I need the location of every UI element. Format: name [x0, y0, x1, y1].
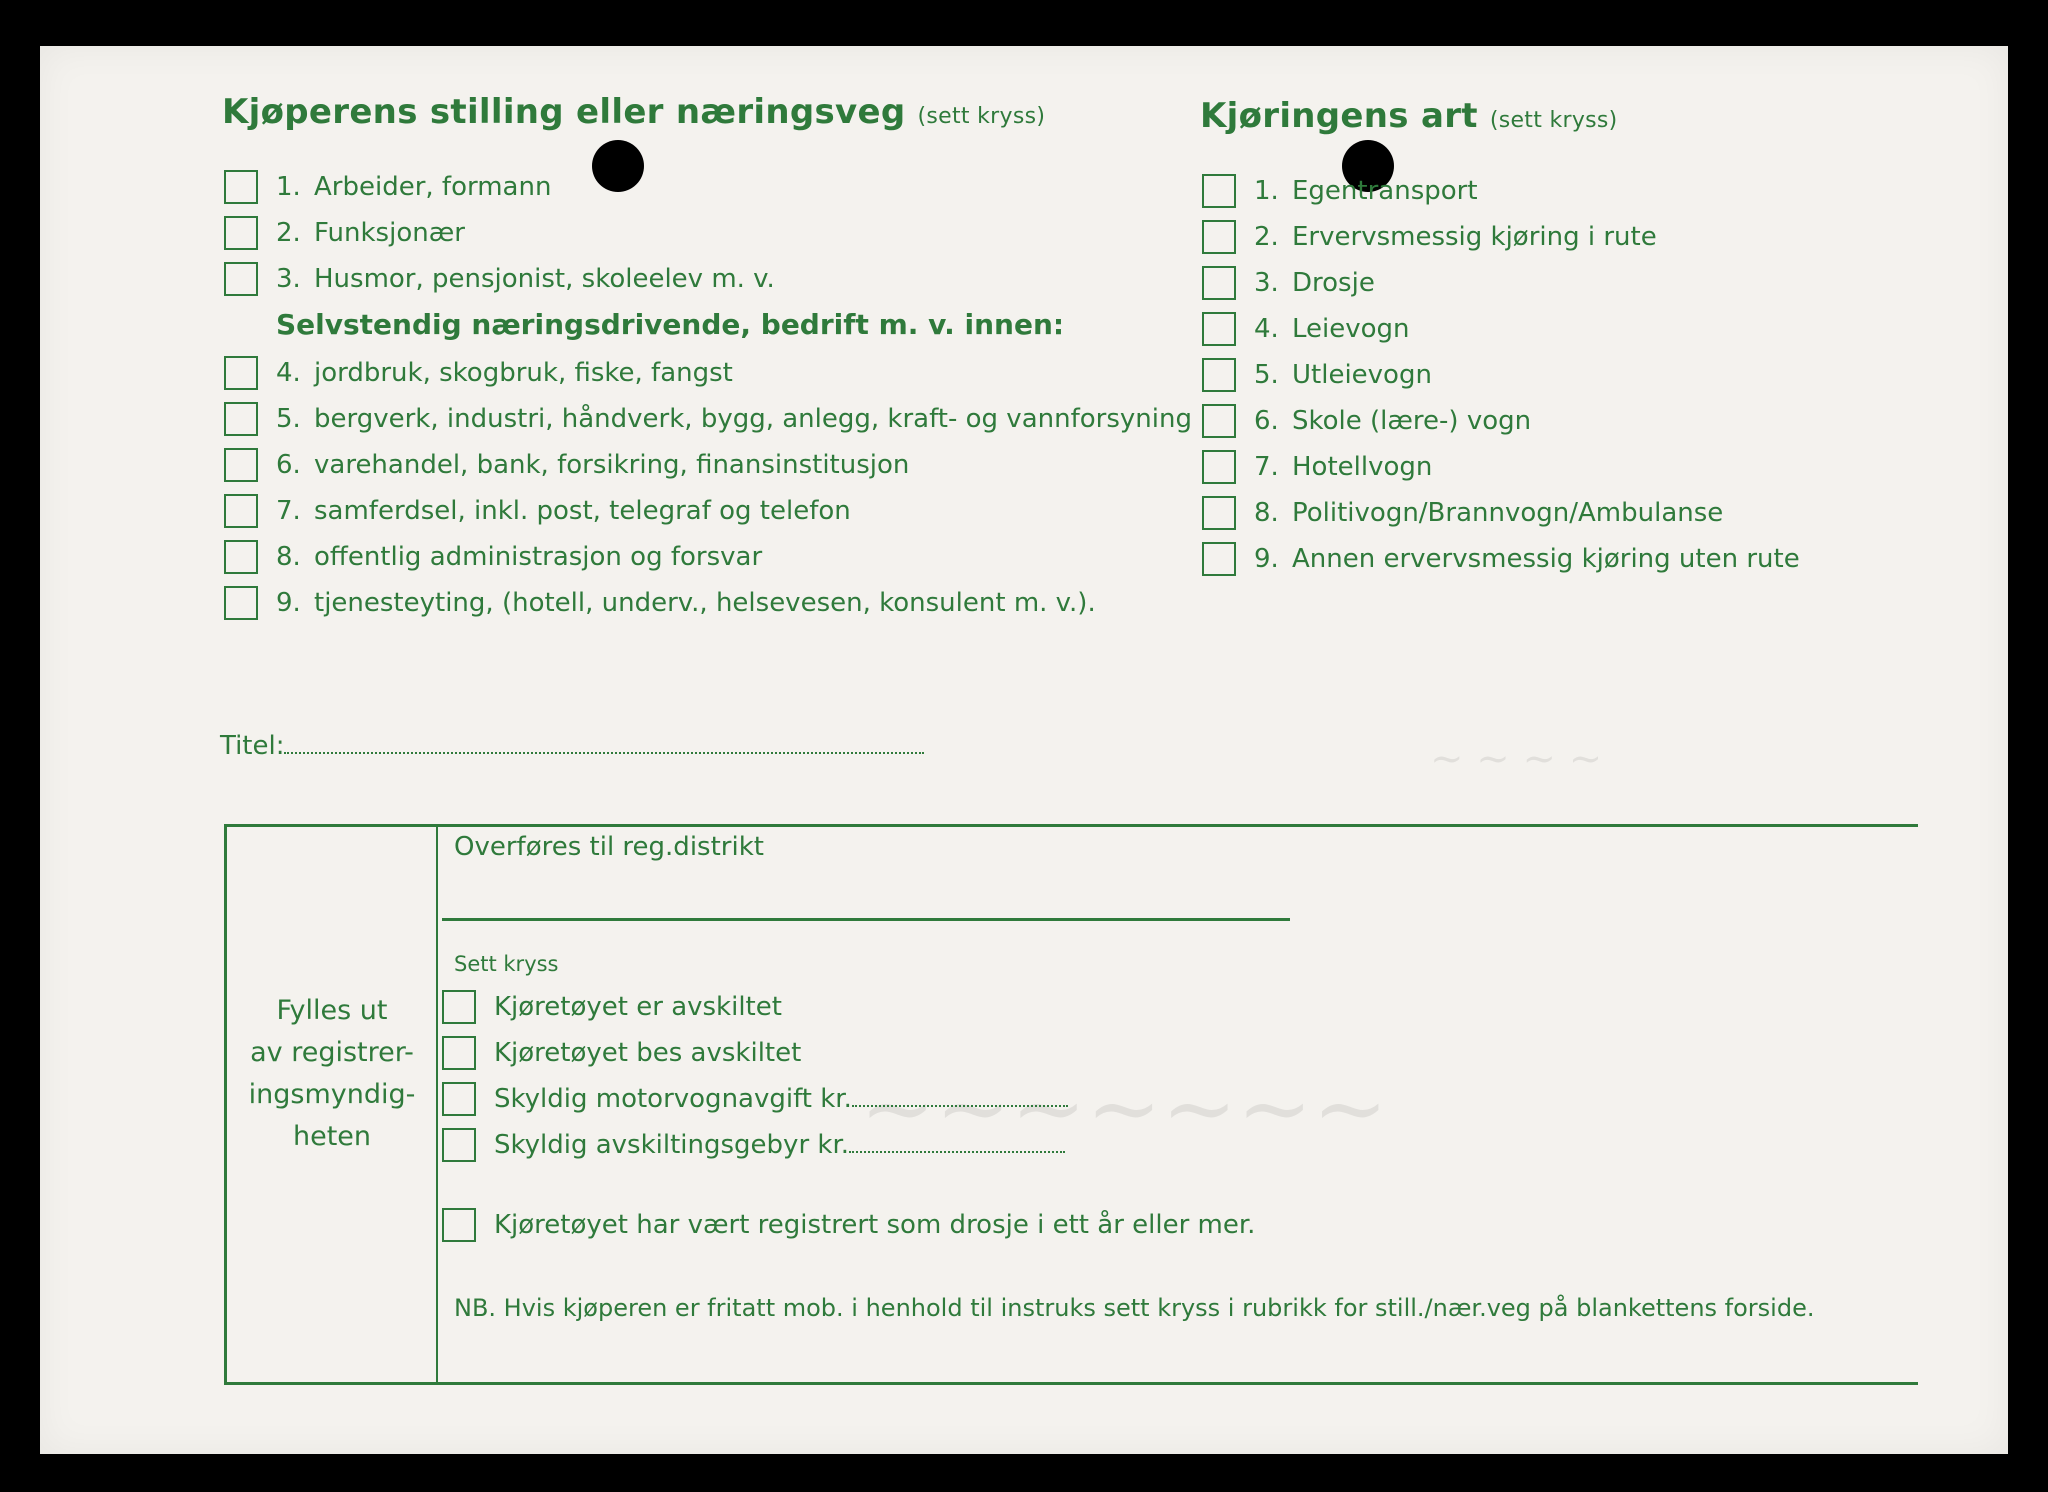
- option-number: 5.: [276, 404, 301, 434]
- option-number: 7.: [276, 496, 301, 526]
- check-label: Kjøretøyet bes avskiltet: [494, 1038, 802, 1068]
- side-label-line: av registrer-: [250, 1037, 414, 1068]
- option-number: 3.: [1254, 268, 1279, 298]
- side-label-line: heten: [292, 1121, 372, 1152]
- option-number: 8.: [276, 542, 301, 572]
- option-number: 3.: [276, 264, 301, 294]
- option-number: 1.: [276, 172, 301, 202]
- checkbox[interactable]: [224, 170, 258, 204]
- registry-box-bottom-border: [224, 1382, 1918, 1385]
- option-label: Skole (lære-) vogn: [1292, 406, 1532, 436]
- option-number: 6.: [276, 450, 301, 480]
- option-label: tjenesteyting, (hotell, underv., helsevesen, konsulent m. v.).: [314, 588, 1096, 618]
- option-number: 8.: [1254, 498, 1279, 528]
- punch-hole-left: [592, 140, 644, 192]
- checkbox[interactable]: [224, 262, 258, 296]
- sett-kryss-label: Sett kryss: [454, 952, 559, 976]
- checkbox[interactable]: [1202, 220, 1236, 254]
- transfer-label: Overføres til reg.distrikt: [454, 832, 764, 862]
- checkbox[interactable]: [1202, 174, 1236, 208]
- option-label: Annen ervervsmessig kjøring uten rute: [1292, 544, 1800, 574]
- option-label: Leievogn: [1292, 314, 1410, 344]
- checkbox[interactable]: [224, 356, 258, 390]
- checkbox[interactable]: [442, 1082, 476, 1116]
- transfer-input-line[interactable]: [442, 918, 1290, 921]
- option-label: Funksjonær: [314, 218, 465, 248]
- option-label: Politivogn/Brannvogn/Ambulanse: [1292, 498, 1724, 528]
- registry-side-label: [230, 990, 434, 1158]
- option-label: Hotellvogn: [1292, 452, 1433, 482]
- checkbox[interactable]: [1202, 312, 1236, 346]
- checkbox[interactable]: [442, 990, 476, 1024]
- right-title-text: Kjøringens art: [1200, 96, 1478, 136]
- checkbox[interactable]: [1202, 450, 1236, 484]
- check-label-text: Skyldig motorvognavgift kr.: [494, 1084, 852, 1114]
- option-label: offentlig administrasjon og forsvar: [314, 542, 763, 572]
- checkbox[interactable]: [1202, 266, 1236, 300]
- option-label: bergverk, industri, håndverk, bygg, anlegg, kraft- og vannforsyning: [314, 404, 1192, 434]
- bleed-through-mark: ~~~~~~~: [860, 1056, 1388, 1161]
- checkbox[interactable]: [224, 402, 258, 436]
- check-label: Kjøretøyet har vært registrert som drosje i ett år eller mer.: [494, 1210, 1256, 1240]
- option-number: 2.: [1254, 222, 1279, 252]
- left-title-text: Kjøperens stilling eller næringsveg: [222, 92, 906, 132]
- registry-box-top-border: [224, 824, 1918, 827]
- left-title-note: (sett kryss): [917, 104, 1046, 129]
- option-number: 6.: [1254, 406, 1279, 436]
- option-number: 7.: [1254, 452, 1279, 482]
- option-label: Ervervsmessig kjøring i rute: [1292, 222, 1657, 252]
- selvstendig-subheading: Selvstendig næringsdrivende, bedrift m. v. innen:: [276, 308, 1065, 341]
- checkbox[interactable]: [1202, 358, 1236, 392]
- checkbox[interactable]: [224, 540, 258, 574]
- option-label: jordbruk, skogbruk, fiske, fangst: [314, 358, 733, 388]
- checkbox[interactable]: [224, 216, 258, 250]
- checkbox[interactable]: [224, 586, 258, 620]
- option-number: 9.: [1254, 544, 1279, 574]
- check-label: Kjøretøyet er avskiltet: [494, 992, 782, 1022]
- option-label: Husmor, pensjonist, skoleelev m. v.: [314, 264, 775, 294]
- bleed-through-mark: ~ ~ ~ ~: [1430, 736, 1603, 782]
- titel-label: Titel:: [220, 731, 285, 761]
- option-label: Drosje: [1292, 268, 1375, 298]
- form-sheet: [40, 46, 2008, 1454]
- checkbox[interactable]: [224, 494, 258, 528]
- option-number: 9.: [276, 588, 301, 618]
- checkbox[interactable]: [1202, 496, 1236, 530]
- side-label-line: ingsmyndig-: [248, 1079, 416, 1110]
- checkbox[interactable]: [442, 1208, 476, 1242]
- option-label: varehandel, bank, forsikring, finansinstitusjon: [314, 450, 910, 480]
- registry-box-divider: [436, 824, 438, 1385]
- check-label: [494, 1084, 1068, 1114]
- checkbox[interactable]: [442, 1128, 476, 1162]
- checkbox[interactable]: [224, 448, 258, 482]
- titel-dotted-line[interactable]: [284, 730, 924, 754]
- titel-field[interactable]: [220, 730, 924, 761]
- option-number: 4.: [276, 358, 301, 388]
- option-number: 4.: [1254, 314, 1279, 344]
- option-label: Utleievogn: [1292, 360, 1432, 390]
- left-section-title: [222, 92, 1045, 132]
- checkbox[interactable]: [1202, 404, 1236, 438]
- right-title-note: (sett kryss): [1489, 108, 1618, 133]
- right-section-title: [1200, 96, 1618, 136]
- amount-dotted-line[interactable]: [849, 1131, 1065, 1153]
- option-number: 5.: [1254, 360, 1279, 390]
- nb-note: NB. Hvis kjøperen er fritatt mob. i henhold til instruks sett kryss i rubrikk for still./nær.veg på blankettens forside.: [454, 1294, 1815, 1322]
- side-label-line: Fylles ut: [276, 995, 388, 1026]
- option-label: samferdsel, inkl. post, telegraf og telefon: [314, 496, 851, 526]
- checkbox[interactable]: [442, 1036, 476, 1070]
- registry-box-left-border: [224, 824, 227, 1385]
- option-label: Egentransport: [1292, 176, 1478, 206]
- check-label: [494, 1130, 1065, 1160]
- option-number: 2.: [276, 218, 301, 248]
- option-number: 1.: [1254, 176, 1279, 206]
- amount-dotted-line[interactable]: [852, 1085, 1068, 1107]
- checkbox[interactable]: [1202, 542, 1236, 576]
- option-label: Arbeider, formann: [314, 172, 552, 202]
- check-label-text: Skyldig avskiltingsgebyr kr.: [494, 1130, 850, 1160]
